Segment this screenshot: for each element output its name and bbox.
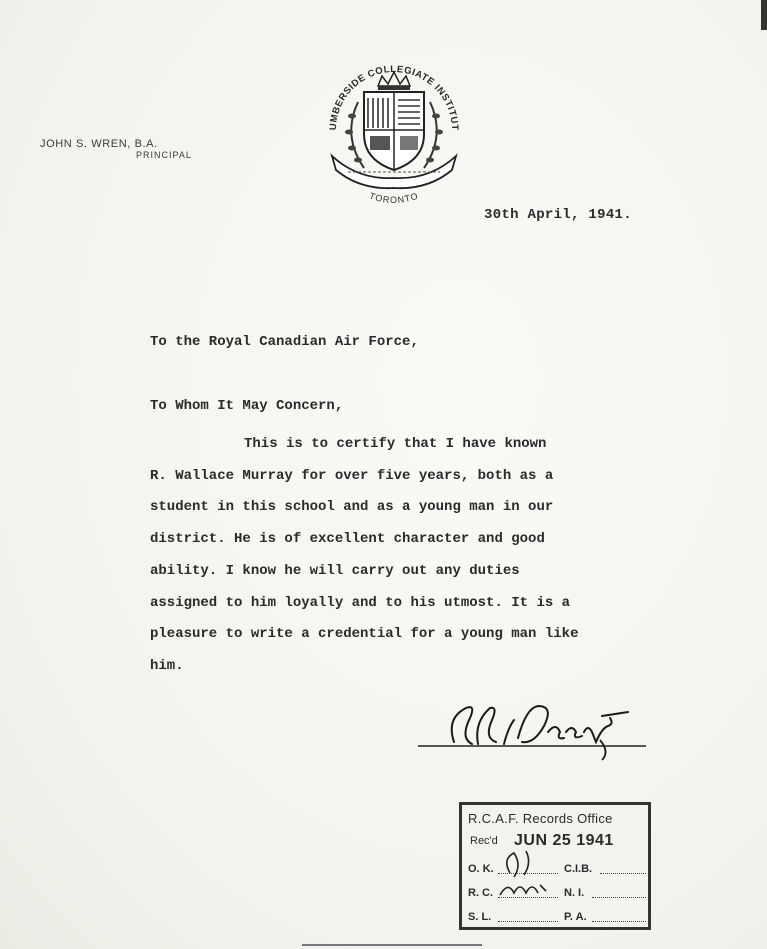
body-line: This is to certify that I have known bbox=[244, 436, 547, 452]
body-line: ability. I know he will carry out any duties bbox=[150, 562, 520, 579]
stamp-field-label: C.I.B. bbox=[564, 863, 593, 875]
stamp-title: R.C.A.F. Records Office bbox=[468, 811, 613, 826]
body-line: him. bbox=[150, 657, 184, 674]
letter-date: 30th April, 1941. bbox=[484, 207, 632, 223]
stamp-recd-label: Rec'd bbox=[470, 835, 498, 847]
handwritten-signature bbox=[414, 698, 650, 762]
crest-bottom-text: TORONTO bbox=[368, 190, 420, 205]
school-crest-icon bbox=[318, 52, 470, 212]
principal-name: JOHN S. WREN, B.A. bbox=[40, 138, 158, 150]
svg-text:TORONTO bbox=[368, 191, 420, 205]
body-line: district. He is of excellent character and good bbox=[150, 531, 545, 548]
address-line: To the Royal Canadian Air Force, bbox=[150, 334, 419, 350]
body-line: assigned to him loyally and to his utmost. It is a bbox=[150, 594, 571, 611]
page-edge-mark bbox=[761, 0, 767, 30]
letter-body bbox=[150, 429, 650, 683]
bottom-rule bbox=[302, 944, 482, 949]
body-line: pleasure to write a credential for a young man like bbox=[150, 626, 579, 643]
records-office-stamp bbox=[459, 802, 651, 930]
crest-top-text: UMBERSIDE COLLEGIATE INSTITUT bbox=[327, 63, 461, 132]
stamp-received-date: JUN 25 1941 bbox=[514, 832, 614, 849]
body-line: R. Wallace Murray for over five years, both as a bbox=[150, 467, 554, 484]
salutation: To Whom It May Concern, bbox=[150, 398, 344, 414]
stamp-field-label: O. K. bbox=[468, 863, 494, 875]
stamp-field-label: N. I. bbox=[564, 887, 585, 899]
stamp-handwritten-initials bbox=[496, 845, 556, 915]
stamp-field-label: P. A. bbox=[564, 911, 587, 923]
stamp-field-label: R. C. bbox=[468, 887, 494, 899]
stamp-field-label: S. L. bbox=[468, 911, 492, 923]
principal-block bbox=[40, 138, 192, 160]
principal-title: PRINCIPAL bbox=[136, 150, 192, 160]
body-line: student in this school and as a young man in our bbox=[150, 499, 554, 516]
